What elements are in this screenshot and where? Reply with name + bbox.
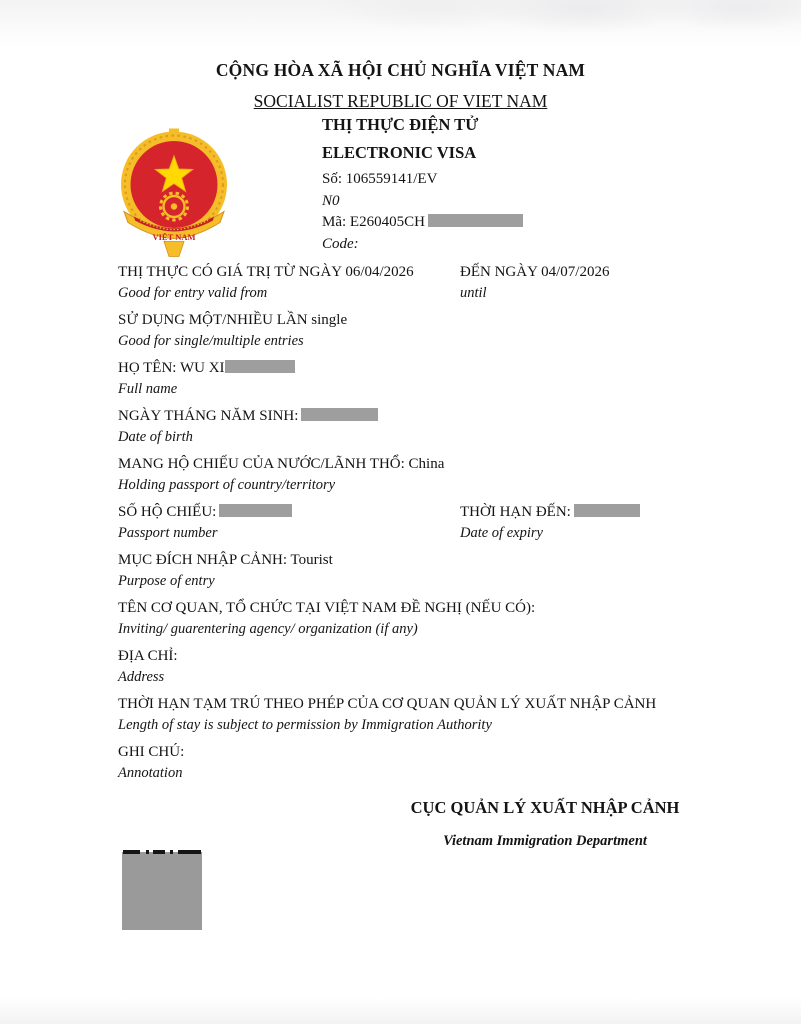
field-passport-expiry-row xyxy=(118,502,778,543)
purpose-label-en: Purpose of entry xyxy=(118,572,215,589)
annotation-label-vi: GHI CHÚ: xyxy=(118,744,185,760)
field-annotation xyxy=(118,742,778,783)
agency-label-vi: TÊN CƠ QUAN, TỔ CHỨC TẠI VIỆT NAM ĐỀ NGHỊ (NẾU CÓ): xyxy=(118,600,536,616)
dob-label-vi: NGÀY THÁNG NĂM SINH: xyxy=(118,408,299,424)
redacted-expiry-value xyxy=(574,504,640,517)
field-date-of-expiry xyxy=(460,502,778,543)
bottom-edge-shading xyxy=(0,998,801,1024)
emblem-banner-text: VIỆT NAM xyxy=(152,232,196,242)
field-passport-number xyxy=(118,502,460,543)
country-name-en: SOCIALIST REPUBLIC OF VIET NAM xyxy=(253,91,548,111)
field-full-name xyxy=(118,358,778,399)
redacted-dob-value xyxy=(301,408,378,421)
stay-label-en: Length of stay is subject to permission by Immigration Authority xyxy=(118,716,492,733)
visa-title-vi: THỊ THỰC ĐIỆN TỬ xyxy=(322,115,479,134)
full-name-value: WU XI xyxy=(179,360,225,376)
field-valid-from xyxy=(118,262,460,303)
field-entries xyxy=(118,310,778,351)
redacted-name-value xyxy=(225,360,295,373)
visa-number-line xyxy=(322,169,652,191)
address-label-en: Address xyxy=(118,668,165,685)
visa-code-sublabel: Code: xyxy=(322,235,359,252)
field-validity xyxy=(118,262,778,303)
passport-number-label-vi: SỐ HỘ CHIẾU: xyxy=(118,504,217,520)
visa-title-en: ELECTRONIC VISA xyxy=(322,143,477,162)
visa-code-value: E260405CH xyxy=(349,214,425,230)
visa-fields xyxy=(118,262,778,790)
agency-label-en: Inviting/ guarentering agency/ organization (if any) xyxy=(118,620,418,637)
passport-country-label-en: Holding passport of country/territory xyxy=(118,476,336,493)
top-edge-shading xyxy=(0,0,801,48)
redacted-stamp-signature-area xyxy=(122,852,202,930)
visa-number-sublabel: N0 xyxy=(322,192,340,209)
dob-label-en: Date of birth xyxy=(118,428,193,445)
redacted-code-value xyxy=(428,214,523,227)
visa-code-line xyxy=(322,212,652,234)
country-name-vi: CỘNG HÒA XÃ HỘI CHỦ NGHĨA VIỆT NAM xyxy=(215,60,586,80)
issuing-authority-vi: CỤC QUẢN LÝ XUẤT NHẬP CẢNH xyxy=(410,798,680,817)
expiry-label-en: Date of expiry xyxy=(460,524,543,541)
visa-number-value: 106559141/EV xyxy=(345,171,438,187)
purpose-label-vi: MỤC ĐÍCH NHẬP CẢNH: xyxy=(118,552,288,568)
stay-label-vi: THỜI HẠN TẠM TRÚ THEO PHÉP CỦA CƠ QUAN QUẢN LÝ XUẤT NHẬP CẢNH xyxy=(118,696,657,712)
entries-label-vi: SỬ DỤNG MỘT/NHIỀU LẦN xyxy=(118,312,308,328)
issuing-authority-block xyxy=(380,797,710,851)
visa-code-label: Mã: xyxy=(322,214,347,230)
valid-from-value: 06/04/2026 xyxy=(345,264,414,280)
full-name-label-vi: HỌ TÊN: xyxy=(118,360,177,376)
field-inviting-agency xyxy=(118,598,778,639)
vietnam-national-emblem-icon xyxy=(114,127,234,260)
field-passport-country xyxy=(118,454,778,495)
purpose-value: Tourist xyxy=(290,552,333,568)
issuing-authority-en: Vietnam Immigration Department xyxy=(443,833,647,849)
valid-until-label-vi: ĐẾN NGÀY xyxy=(460,264,538,280)
redacted-passport-value xyxy=(219,504,292,517)
field-date-of-birth xyxy=(118,406,778,447)
visa-number-label: Số: xyxy=(322,171,343,187)
expiry-label-vi: THỜI HẠN ĐẾN: xyxy=(460,504,571,520)
field-purpose xyxy=(118,550,778,591)
annotation-label-en: Annotation xyxy=(118,764,183,781)
valid-until-value: 04/07/2026 xyxy=(541,264,610,280)
address-label-vi: ĐỊA CHỈ: xyxy=(118,648,178,664)
visa-title-block xyxy=(322,114,652,255)
valid-until-label-en: until xyxy=(460,284,487,301)
field-valid-until xyxy=(460,262,778,303)
passport-country-label-vi: MANG HỘ CHIẾU CỦA NƯỚC/LÃNH THỔ: xyxy=(118,456,405,472)
entries-value: single xyxy=(311,312,348,328)
field-address xyxy=(118,646,778,687)
valid-from-label-en: Good for entry valid from xyxy=(118,284,268,301)
valid-from-label-vi: THỊ THỰC CÓ GIÁ TRỊ TỪ NGÀY xyxy=(118,264,342,280)
passport-number-label-en: Passport number xyxy=(118,524,218,541)
field-length-of-stay xyxy=(118,694,778,735)
stamp-top-marks xyxy=(123,850,201,854)
passport-country-value: China xyxy=(408,456,445,472)
entries-label-en: Good for single/multiple entries xyxy=(118,332,304,349)
full-name-label-en: Full name xyxy=(118,380,178,397)
